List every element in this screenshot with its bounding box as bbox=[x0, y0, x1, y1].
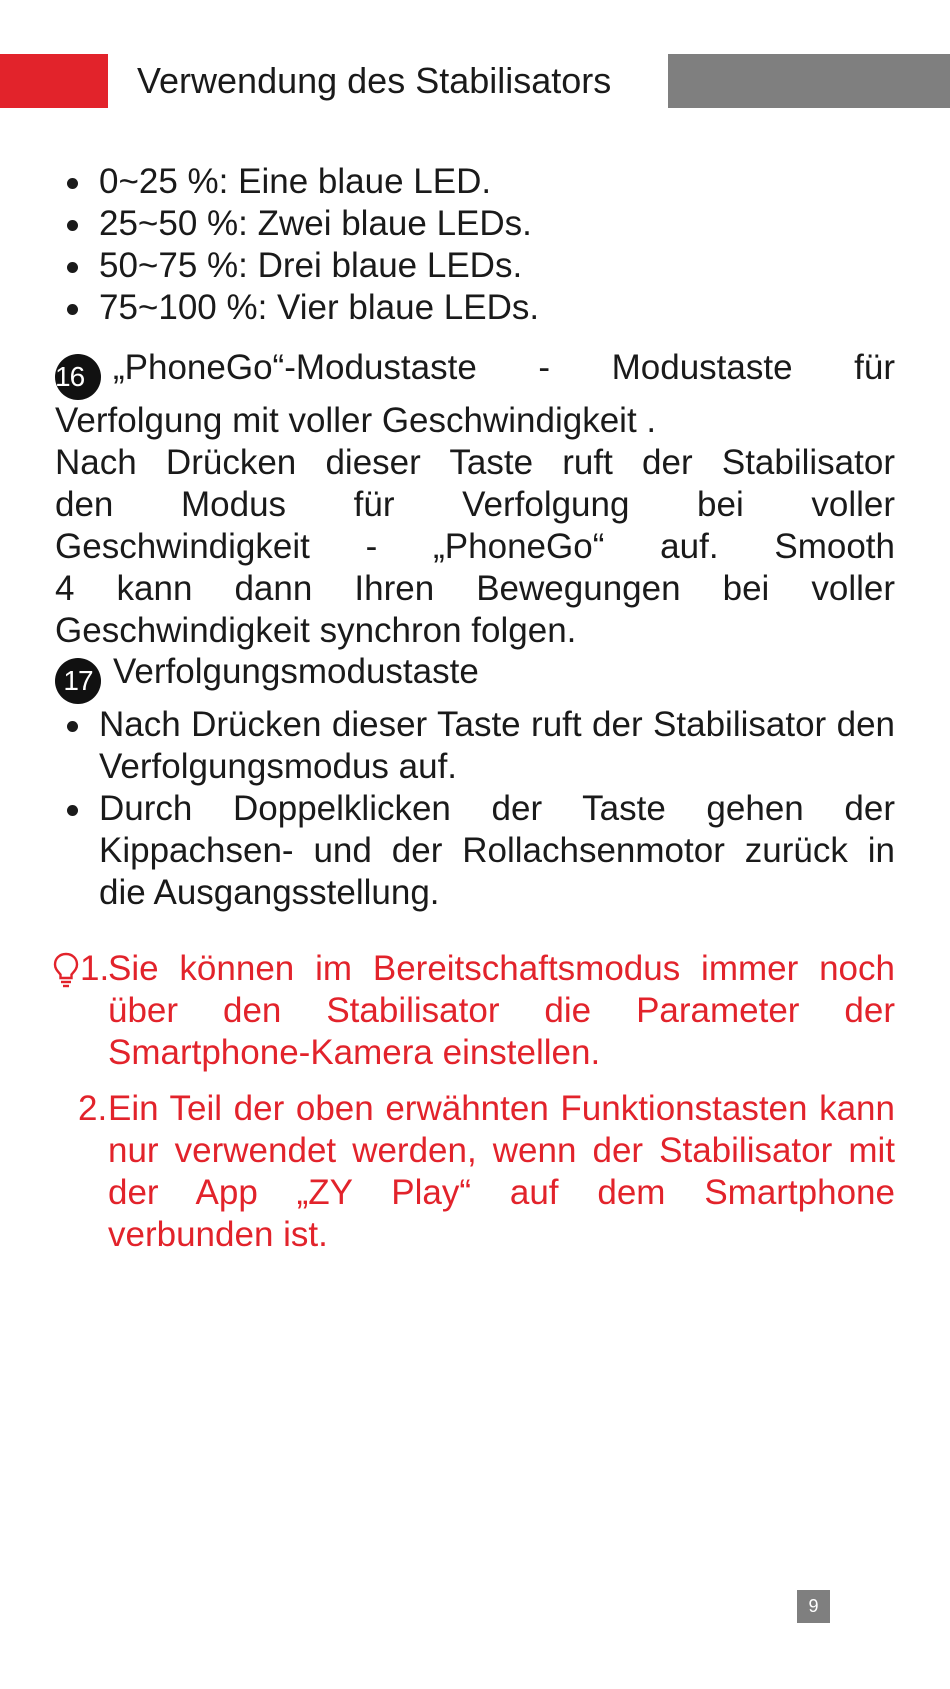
section-16-line: Geschwindigkeit synchron folgen. bbox=[55, 611, 577, 650]
list-item: 0~25 %: Eine blaue LED. bbox=[55, 161, 895, 203]
section-16-line: Verfolgung mit voller Geschwindigkeit . bbox=[55, 401, 657, 440]
section-number-badge: 17 bbox=[55, 658, 101, 704]
note-item bbox=[55, 1088, 895, 1256]
section-17-bullets bbox=[55, 704, 895, 914]
note-item bbox=[55, 948, 895, 1074]
section-16-line: Nach Drücken dieser Taste ruft der Stabilisator bbox=[55, 443, 895, 482]
section-16-line: den Modus für Verfolgung bei voller bbox=[55, 485, 895, 524]
notes-block bbox=[55, 948, 895, 1270]
page-number: 9 bbox=[797, 1590, 830, 1623]
section-16-line: 4 kann dann Ihren Bewegungen bei voller bbox=[55, 569, 895, 608]
list-item: 50~75 %: Drei blaue LEDs. bbox=[55, 245, 895, 287]
list-item: Nach Drücken dieser Taste ruft der Stabilisator den Verfolgungsmodus auf. bbox=[55, 704, 895, 788]
lightbulb-icon bbox=[53, 952, 79, 988]
section-number-badge: 16 bbox=[55, 354, 101, 400]
section-16 bbox=[55, 347, 895, 652]
section-17 bbox=[55, 651, 895, 914]
page-title: Verwendung des Stabilisators bbox=[137, 60, 612, 101]
list-item: 25~50 %: Zwei blaue LEDs. bbox=[55, 203, 895, 245]
section-16-title: „PhoneGo“-Modustaste - Modustaste für bbox=[113, 348, 895, 387]
header-gray-bar bbox=[668, 54, 950, 108]
list-item: Durch Doppelklicken der Taste gehen der Kippachsen- und der Rollachsenmotor zurück in die Ausgangsstellung. bbox=[55, 788, 895, 914]
list-item: 75~100 %: Vier blaue LEDs. bbox=[55, 287, 895, 329]
note-text: Sie können im Bereitschaftsmodus immer noch über den Stabilisator die Parameter der Smartphone-Kamera einstellen. bbox=[108, 949, 895, 1072]
section-17-title: Verfolgungsmodustaste bbox=[113, 652, 479, 691]
section-17-heading bbox=[55, 651, 895, 704]
section-16-line bbox=[55, 347, 895, 400]
note-number: 2. bbox=[78, 1089, 108, 1128]
note-text: Ein Teil der oben erwähnten Funktionstasten kann nur verwendet werden, wenn der Stabilisator mit der App „ZY Play“ auf dem Smartphone verbunden ist. bbox=[108, 1089, 895, 1254]
section-16-line: Geschwindigkeit - „PhoneGo“ auf. Smooth bbox=[55, 527, 895, 566]
battery-level-list bbox=[55, 161, 895, 329]
note-number: 1. bbox=[80, 949, 110, 988]
header-accent-bar bbox=[0, 54, 108, 108]
